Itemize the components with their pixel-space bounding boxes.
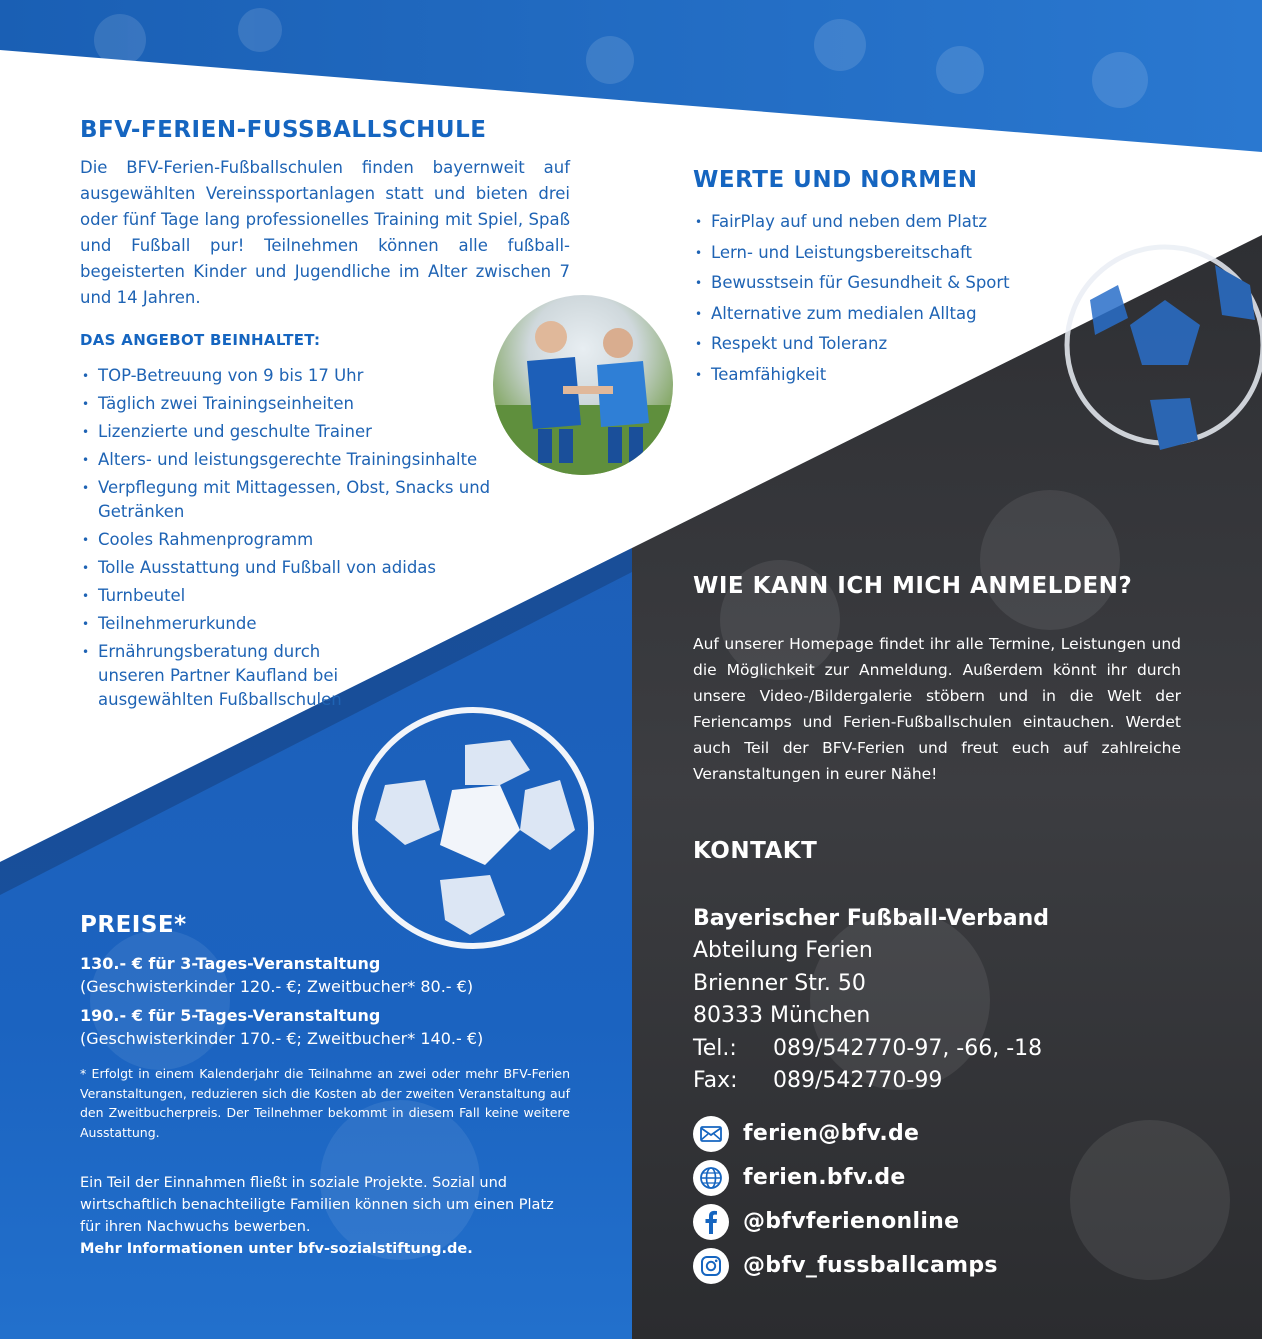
facebook-text[interactable]: @bfvferienonline bbox=[743, 1209, 960, 1234]
list-item: • Cooles Rahmenprogramm bbox=[80, 528, 520, 552]
fax-value: 089/542770-99 bbox=[773, 1068, 943, 1093]
list-item: • Lern- und Leistungsbereitschaft bbox=[693, 238, 1053, 269]
angebot-list bbox=[80, 364, 520, 712]
price-3-days-note: (Geschwisterkinder 120.- €; Zweitbucher* 80.- €) bbox=[80, 977, 474, 996]
sozialstiftung-link[interactable]: Mehr Informationen unter bfv-sozialstiftung.de. bbox=[80, 1241, 473, 1257]
tel-label: Tel.: bbox=[693, 1035, 737, 1061]
instagram-text[interactable]: @bfv_fussballcamps bbox=[743, 1253, 998, 1278]
ferienschule-text: Die BFV-Ferien-Fußballschulen finden bayernweit auf ausgewählten Vereinssportanlagen statt und bieten drei oder fünf Tage lang professionelles Training mit Spiel, Spaß und Fußball pur! Teilnehmen können alle fußball-begeisterten Kinder und Jugendliche im Alter zwischen 7 und 14 Jahren. bbox=[80, 158, 570, 307]
anmelden-text: Auf unserer Homepage findet ihr alle Termine, Leistungen und die Möglichkeit zur Anmeldung. Außerdem könnt ihr durch unsere Video-/Bildergalerie stöbern und in die Welt der Feriencamps und Ferien-Fußballschulen eintauchen. Werdet auch Teil der BFV-Ferien und freut euch auf zahlreiche Veranstaltungen in eurer Nähe! bbox=[693, 635, 1181, 783]
instagram-link[interactable] bbox=[693, 1244, 1213, 1288]
kontakt-city: 80333 München bbox=[693, 1003, 871, 1028]
web-text[interactable]: ferien.bfv.de bbox=[743, 1165, 906, 1190]
anmelden-title: WIE KANN ICH MICH ANMELDEN? bbox=[693, 573, 1133, 599]
list-item: • Alters- und leistungsgerechte Trainingsinhalte bbox=[80, 448, 520, 472]
fax-label: Fax: bbox=[693, 1068, 738, 1093]
list-item: • Teamfähigkeit bbox=[693, 360, 1053, 391]
list-item: • Bewusstsein für Gesundheit & Sport bbox=[693, 268, 1053, 299]
preise-footnote: * Erfolgt in einem Kalenderjahr die Teilnahme an zwei oder mehr BFV-Ferien Veranstaltungen, reduzieren sich die Kosten ab der zweiten Veranstaltung auf den Zweitbucherpreis. Der Teilnehmer bekommt in diesem Fall keine weitere Ausstattung. bbox=[80, 1066, 570, 1140]
list-item: • Respekt und Toleranz bbox=[693, 329, 1053, 360]
list-item: • TOP-Betreuung von 9 bis 17 Uhr bbox=[80, 364, 520, 388]
facebook-icon bbox=[693, 1204, 729, 1240]
globe-icon bbox=[693, 1160, 729, 1196]
anmelden-section bbox=[693, 573, 1181, 787]
list-item: • Teilnehmerurkunde bbox=[80, 612, 520, 636]
list-item: • Alternative zum medialen Alltag bbox=[693, 299, 1053, 330]
ferienschule-title: BFV-FERIEN-FUSSBALLSCHULE bbox=[80, 117, 487, 143]
email-link[interactable] bbox=[693, 1112, 1213, 1156]
kontakt-org: Bayerischer Fußball-Verband bbox=[693, 906, 1050, 931]
werte-section bbox=[693, 167, 1053, 391]
tel-value[interactable]: 089/542770-97, -66, -18 bbox=[773, 1035, 1043, 1061]
ferienschule-section bbox=[80, 117, 570, 349]
social-projects-text: Ein Teil der Einnahmen fließt in soziale Projekte. Sozial und wirtschaftlich benachteiligte Familien können sich um einen Platz für ihren Nachwuchs bewerben. bbox=[80, 1175, 554, 1235]
web-link[interactable] bbox=[693, 1156, 1213, 1200]
price-5-days: 190.- € für 5-Tages-Veranstaltung bbox=[80, 1006, 381, 1025]
facebook-link[interactable] bbox=[693, 1200, 1213, 1244]
list-item: • Tolle Ausstattung und Fußball von adidas bbox=[80, 556, 520, 580]
list-item: • FairPlay auf und neben dem Platz bbox=[693, 207, 1053, 238]
kontakt-tel bbox=[693, 1033, 1213, 1066]
preise-section bbox=[80, 912, 570, 1260]
list-item: • Lizenzierte und geschulte Trainer bbox=[80, 420, 520, 444]
list-item: • Täglich zwei Trainingseinheiten bbox=[80, 392, 520, 416]
kontakt-fax bbox=[693, 1065, 1213, 1098]
werte-list bbox=[693, 207, 1053, 391]
list-item: • Ernährungsberatung durch unseren Partner Kaufland bei ausgewählten Fußballschulen bbox=[80, 640, 348, 712]
kontakt-title: KONTAKT bbox=[693, 838, 818, 864]
price-5-days-note: (Geschwisterkinder 170.- €; Zweitbucher* 140.- €) bbox=[80, 1029, 484, 1048]
mail-icon bbox=[693, 1116, 729, 1152]
kontakt-dept: Abteilung Ferien bbox=[693, 938, 873, 963]
list-item: • Turnbeutel bbox=[80, 584, 520, 608]
preise-title: PREISE* bbox=[80, 912, 187, 938]
kontakt-street: Brienner Str. 50 bbox=[693, 970, 866, 996]
kontakt-section bbox=[693, 838, 1213, 1288]
price-3-days: 130.- € für 3-Tages-Veranstaltung bbox=[80, 954, 381, 973]
instagram-icon bbox=[693, 1248, 729, 1284]
email-text[interactable]: ferien@bfv.de bbox=[743, 1121, 920, 1146]
angebot-title: DAS ANGEBOT BEINHALTET: bbox=[80, 331, 321, 349]
list-item: • Verpflegung mit Mittagessen, Obst, Snacks und Getränken bbox=[80, 476, 498, 524]
werte-title: WERTE UND NORMEN bbox=[693, 167, 978, 193]
